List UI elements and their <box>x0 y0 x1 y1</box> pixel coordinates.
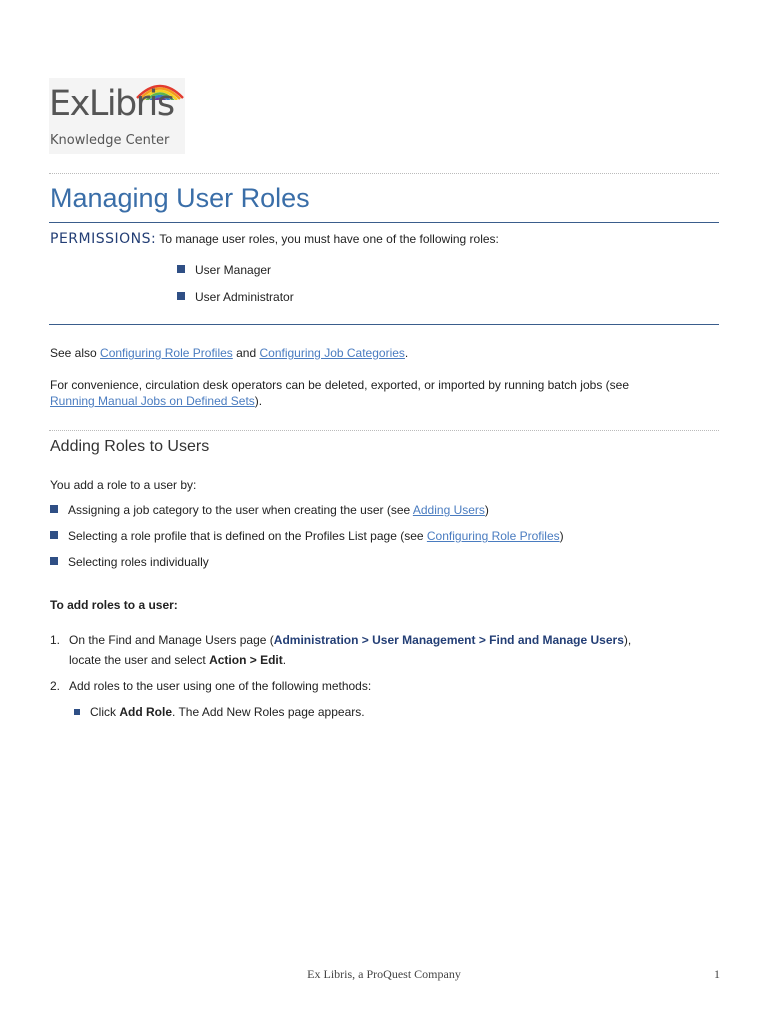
list-item: Assigning a job category to the user when creating the user (see Adding Users) <box>50 502 489 518</box>
logo-wordmark: ExLibris <box>49 84 174 124</box>
step-2-text: Add roles to the user using one of the following methods: <box>69 679 372 693</box>
square-bullet-icon <box>177 292 185 300</box>
action-edit: Action > Edit <box>209 653 283 667</box>
footer-company: Ex Libris, a ProQuest Company <box>307 967 461 981</box>
convenience-line2: Running Manual Jobs on Defined Sets). <box>50 394 263 408</box>
permissions-text: To manage user roles, you must have one of the following roles: <box>159 232 499 246</box>
permissions-label: PERMISSIONS: <box>50 231 157 247</box>
square-bullet-icon <box>50 531 58 539</box>
square-bullet-icon <box>50 505 58 513</box>
link-configuring-role-profiles[interactable]: Configuring Role Profiles <box>100 346 233 360</box>
add-role-label: Add Role <box>119 705 173 719</box>
title-rule <box>49 222 719 223</box>
divider-section <box>49 430 719 431</box>
logo-subtitle: Knowledge Center <box>50 133 170 148</box>
role-item: User Administrator <box>177 289 294 305</box>
link-configuring-job-categories[interactable]: Configuring Job Categories <box>259 346 405 360</box>
step-number: 2. <box>50 679 61 693</box>
procedure-heading: To add roles to a user: <box>50 598 178 612</box>
role-item: User Manager <box>177 262 271 278</box>
link-running-manual-jobs[interactable]: Running Manual Jobs on Defined Sets <box>50 394 255 408</box>
navigation-path: Administration > User Management > Find and Manage Users <box>273 633 624 647</box>
list-item: Selecting a role profile that is defined on the Profiles List page (see Configuring Role Profiles) <box>50 528 564 544</box>
sub-list-item: Click Add Role. The Add New Roles page appears. <box>74 704 365 720</box>
exlibris-logo <box>49 78 185 154</box>
convenience-line1: For convenience, circulation desk operators can be deleted, exported, or imported by running batch jobs (see <box>50 378 629 392</box>
see-also: See also Configuring Role Profiles and Configuring Job Categories. <box>50 346 409 360</box>
section-heading: Adding Roles to Users <box>50 438 210 455</box>
step-number: 1. <box>50 633 61 647</box>
intro-text: You add a role to a user by: <box>50 478 197 492</box>
divider-top <box>49 173 719 174</box>
square-bullet-icon <box>177 265 185 273</box>
page-title: Managing User Roles <box>50 183 310 213</box>
permissions-note <box>50 230 499 248</box>
permissions-rule <box>49 324 719 325</box>
link-configuring-role-profiles-2[interactable]: Configuring Role Profiles <box>426 529 560 543</box>
step-1-line2: locate the user and select Action > Edit. <box>69 653 287 667</box>
square-bullet-icon <box>74 709 80 715</box>
page-number: 1 <box>714 967 720 981</box>
square-bullet-icon <box>50 557 58 565</box>
link-adding-users[interactable]: Adding Users <box>412 503 485 517</box>
step-1-line1: On the Find and Manage Users page (Administration > User Management > Find and Manage Users), <box>69 633 632 647</box>
list-item: Selecting roles individually <box>50 554 209 570</box>
